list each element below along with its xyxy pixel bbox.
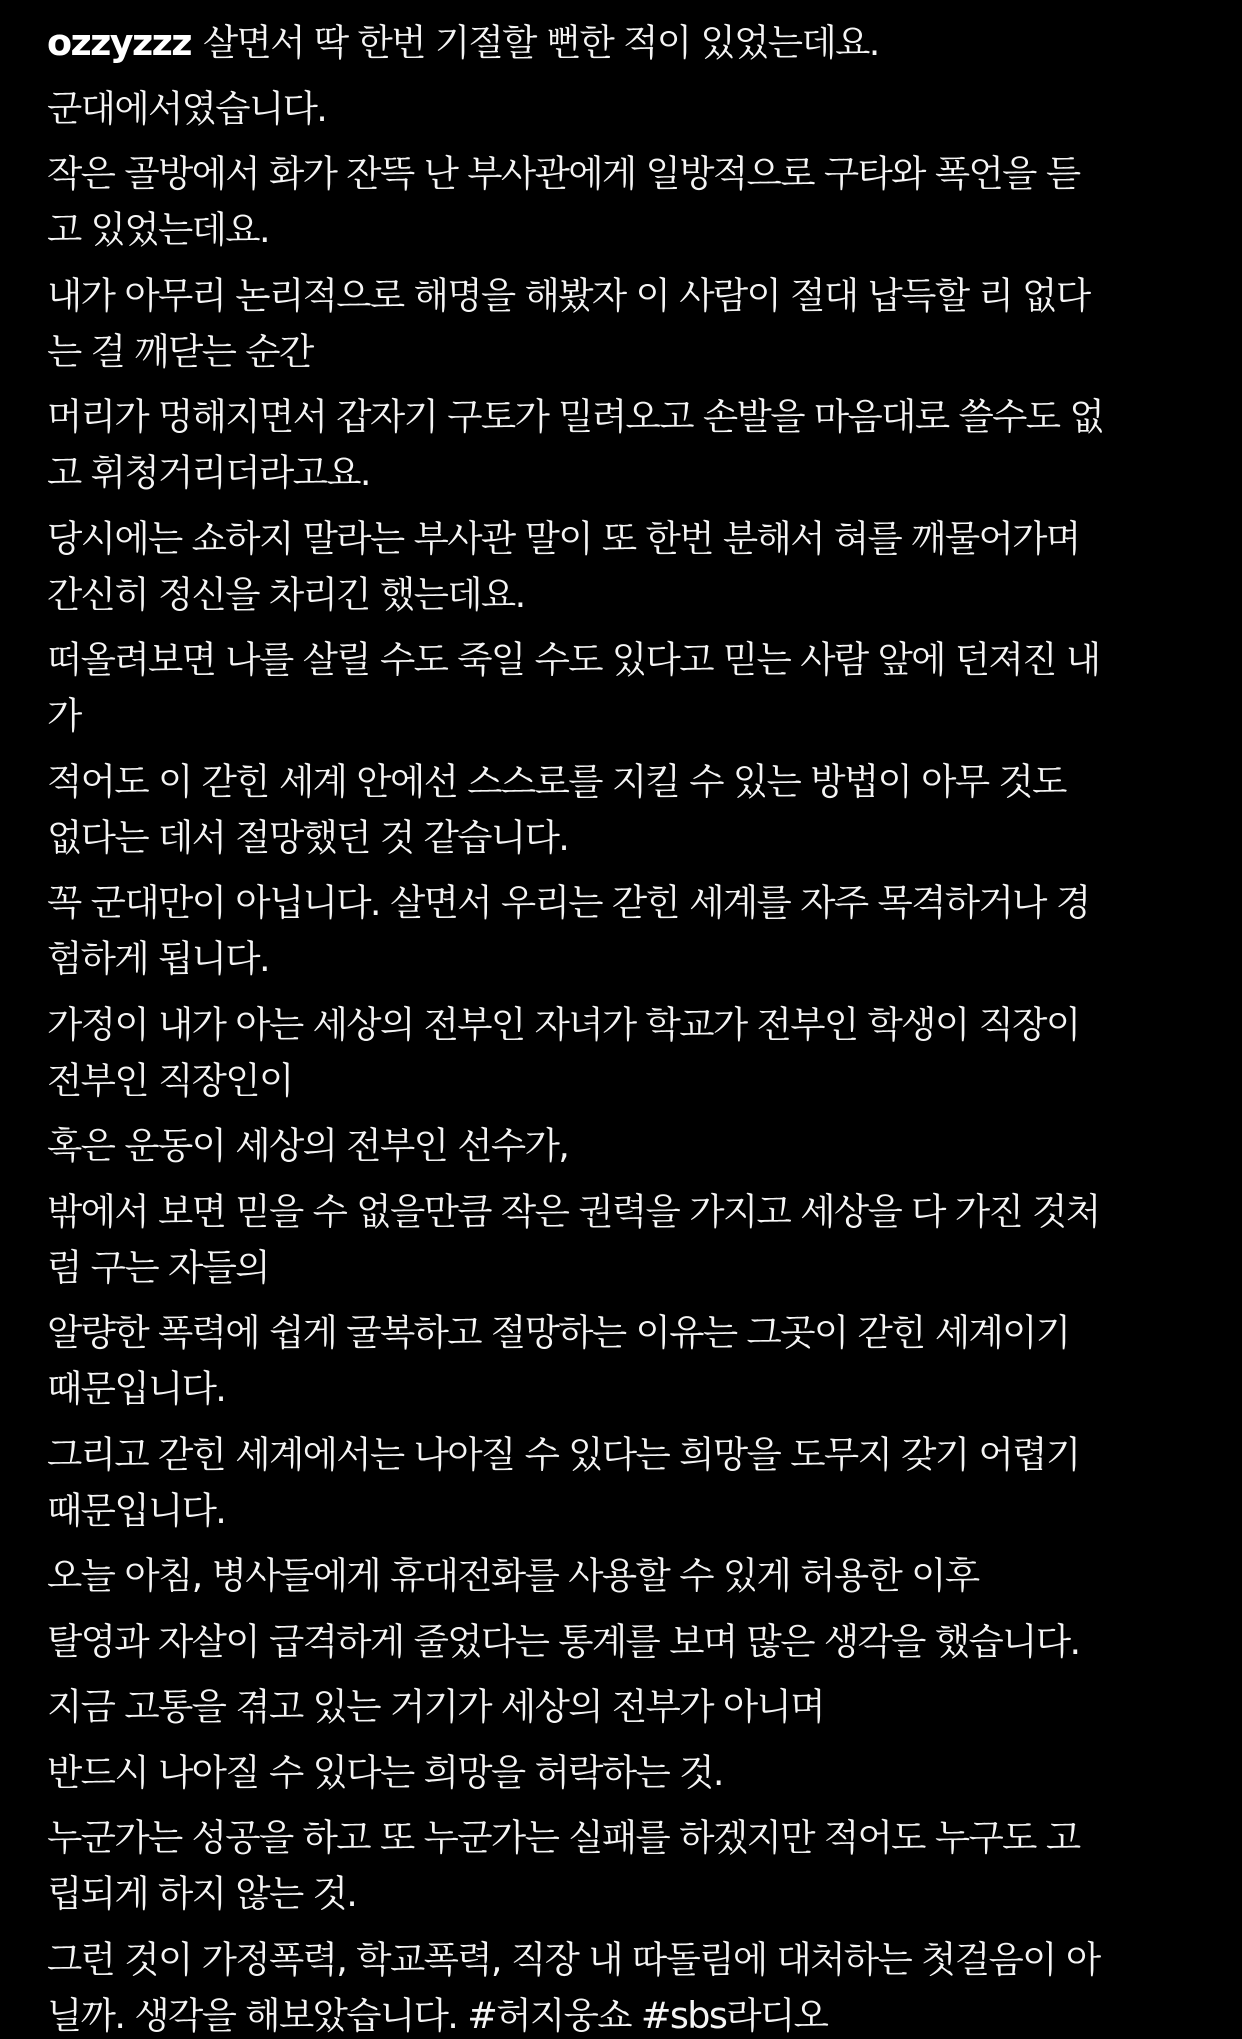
caption-line: 전부인 직장인이	[47, 1058, 293, 1102]
caption-line: 럼 구는 자들의	[47, 1245, 269, 1289]
caption-line: 반드시 나아질 수 있다는 희망을 허락하는 것.	[47, 1750, 723, 1794]
username[interactable]: ozzyzzz	[47, 21, 191, 64]
caption-line: 혹은 운동이 세상의 전부인 선수가,	[47, 1124, 569, 1167]
hashtag-link[interactable]: #sbs라디오	[640, 1993, 828, 2037]
post-caption	[47, 14, 1232, 2039]
caption-line: 오늘 아침, 병사들에게 휴대전화를 사용할 수 있게 허용한 이후	[47, 1554, 979, 1597]
caption-line: 밖에서 보면 믿을 수 없을만큼 작은 권력을 가지고 세상을 다 가진 것처	[47, 1189, 1100, 1233]
caption-line: 알량한 폭력에 쉽게 굴복하고 절망하는 이유는 그곳이 갇힌 세계이기	[47, 1311, 1070, 1354]
caption-line: 고 있었는데요.	[47, 208, 269, 251]
caption-line: 고 휘청거리더라고요.	[47, 451, 370, 494]
caption-text: 살면서 딱 한번 기절할 뻔한 적이 있었는데요.	[202, 21, 879, 64]
caption-line: 머리가 멍해지면서 갑자기 구토가 밀려오고 손발을 마음대로 쓸수도 없	[47, 395, 1104, 438]
caption-line: 당시에는 쇼하지 말라는 부사관 말이 또 한번 분해서 혀를 깨물어가며	[47, 516, 1080, 560]
caption-line: 없다는 데서 절망했던 것 같습니다.	[47, 815, 569, 859]
caption-line: 는 걸 깨닫는 순간	[47, 329, 313, 373]
caption-line: 떠올려보면 나를 살릴 수도 죽일 수도 있다고 믿는 사람 앞에 던져진 내	[47, 638, 1100, 681]
caption-line: 때문입니다.	[47, 1367, 226, 1410]
caption-line: 내가 아무리 논리적으로 해명을 해봤자 이 사람이 절대 납득할 리 없다	[47, 273, 1090, 317]
caption-line: 군대에서였습니다.	[47, 86, 327, 130]
caption-text: 닐까. 생각을 해보았습니다.	[47, 1993, 468, 2037]
caption-line: 그런 것이 가정폭력, 학교폭력, 직장 내 따돌림에 대처하는 첫걸음이 아	[47, 1937, 1100, 1981]
caption-line: 누군가는 성공을 하고 또 누군가는 실패를 하겠지만 적어도 누구도 고	[47, 1816, 1080, 1859]
caption-line: 가	[47, 694, 81, 737]
hashtag-link[interactable]: #허지웅쇼	[467, 1993, 631, 2037]
caption-line: 가정이 내가 아는 세상의 전부인 자녀가 학교가 전부인 학생이 직장이	[47, 1002, 1080, 1046]
caption-line: 꼭 군대만이 아닙니다. 살면서 우리는 갇힌 세계를 자주 목격하거나 경	[47, 881, 1090, 924]
caption-line: 작은 골방에서 화가 잔뜩 난 부사관에게 일방적으로 구타와 폭언을 듣	[47, 152, 1080, 195]
caption-line: 험하게 됩니다.	[47, 937, 269, 980]
caption-line: 지금 고통을 겪고 있는 거기가 세상의 전부가 아니며	[47, 1685, 824, 1728]
caption-line-last	[47, 1987, 1232, 2039]
caption-line: 탈영과 자살이 급격하게 줄었다는 통계를 보며 많은 생각을 했습니다.	[47, 1619, 1080, 1663]
caption-line: 그리고 갇힌 세계에서는 나아질 수 있다는 희망을 도무지 갖기 어렵기	[47, 1432, 1080, 1476]
caption-line: 간신히 정신을 차리긴 했는데요.	[47, 572, 525, 616]
caption-line: 때문입니다.	[47, 1488, 226, 1532]
caption-line-1	[47, 14, 1232, 66]
caption-line: 적어도 이 갇힌 세계 안에선 스스로를 지킬 수 있는 방법이 아무 것도	[47, 759, 1066, 803]
caption-line: 립되게 하지 않는 것.	[47, 1872, 357, 1915]
